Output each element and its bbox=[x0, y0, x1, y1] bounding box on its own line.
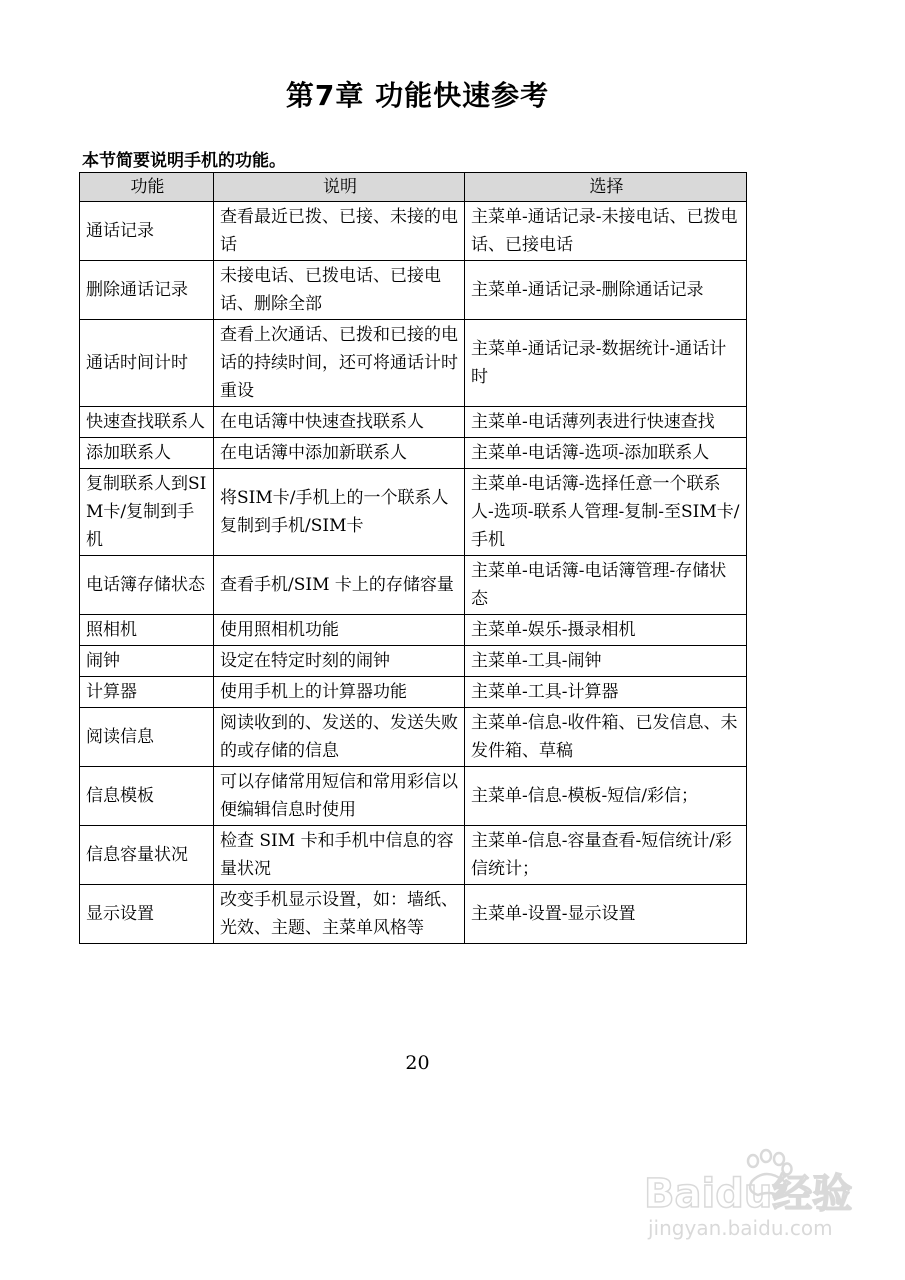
cell-function: 删除通话记录 bbox=[80, 261, 214, 320]
table-row bbox=[80, 767, 747, 826]
cell-description: 可以存储常用短信和常用彩信以便编辑信息时使用 bbox=[214, 767, 465, 826]
header-selection: 选择 bbox=[465, 173, 747, 202]
cell-description: 未接电话、已拨电话、已接电话、删除全部 bbox=[214, 261, 465, 320]
cell-selection: 主菜单-信息-模板-短信/彩信； bbox=[465, 767, 747, 826]
cell-selection: 主菜单-电话薄列表进行快速查找 bbox=[465, 407, 747, 438]
section-intro: 本节简要说明手机的功能。 bbox=[82, 151, 286, 171]
table-row bbox=[80, 261, 747, 320]
table-header-row bbox=[80, 173, 747, 202]
baidu-jingyan-watermark bbox=[640, 1145, 870, 1245]
cell-description: 在电话簿中快速查找联系人 bbox=[214, 407, 465, 438]
cell-function: 计算器 bbox=[80, 677, 214, 708]
cell-selection: 主菜单-信息-收件箱、已发信息、未发件箱、草稿 bbox=[465, 708, 747, 767]
cell-description: 检查 SIM 卡和手机中信息的容量状况 bbox=[214, 826, 465, 885]
table-row bbox=[80, 646, 747, 677]
cell-selection: 主菜单-通话记录-删除通话记录 bbox=[465, 261, 747, 320]
header-function: 功能 bbox=[80, 173, 214, 202]
cell-selection: 主菜单-娱乐-摄录相机 bbox=[465, 615, 747, 646]
cell-selection: 主菜单-工具-计算器 bbox=[465, 677, 747, 708]
cell-function: 通话时间计时 bbox=[80, 320, 214, 407]
cell-function: 信息模板 bbox=[80, 767, 214, 826]
cell-function: 添加联系人 bbox=[80, 438, 214, 469]
page-number: 20 bbox=[405, 1052, 430, 1074]
watermark-brand: Baidu经验 bbox=[644, 1171, 853, 1217]
cell-function: 照相机 bbox=[80, 615, 214, 646]
cell-description: 使用手机上的计算器功能 bbox=[214, 677, 465, 708]
cell-description: 查看上次通话、已拨和已接的电话的持续时间，还可将通话计时重设 bbox=[214, 320, 465, 407]
cell-description: 查看最近已拨、已接、未接的电话 bbox=[214, 202, 465, 261]
table-row bbox=[80, 438, 747, 469]
page-title: 第7章 功能快速参考 bbox=[285, 79, 550, 112]
cell-selection: 主菜单-设置-显示设置 bbox=[465, 885, 747, 944]
table-row bbox=[80, 320, 747, 407]
table-row bbox=[80, 708, 747, 767]
cell-selection: 主菜单-通话记录-未接电话、已拨电话、已接电话 bbox=[465, 202, 747, 261]
cell-function: 电话簿存储状态 bbox=[80, 556, 214, 615]
cell-description: 将SIM卡/手机上的一个联系人复制到手机/SIM卡 bbox=[214, 469, 465, 556]
table-row bbox=[80, 885, 747, 944]
paw-logo-icon bbox=[640, 1145, 870, 1245]
cell-description: 设定在特定时刻的闹钟 bbox=[214, 646, 465, 677]
cell-selection: 主菜单-通话记录-数据统计-通话计时 bbox=[465, 320, 747, 407]
watermark-url: jingyan.baidu.com bbox=[648, 1216, 833, 1240]
cell-description: 改变手机显示设置，如：墙纸、光效、主题、主菜单风格等 bbox=[214, 885, 465, 944]
cell-function: 显示设置 bbox=[80, 885, 214, 944]
cell-description: 查看手机/SIM 卡上的存储容量 bbox=[214, 556, 465, 615]
cell-selection: 主菜单-信息-容量查看-短信统计/彩信统计； bbox=[465, 826, 747, 885]
cell-description: 阅读收到的、发送的、发送失败的或存储的信息 bbox=[214, 708, 465, 767]
cell-function: 闹钟 bbox=[80, 646, 214, 677]
cell-selection: 主菜单-电话簿-选项-添加联系人 bbox=[465, 438, 747, 469]
table-row bbox=[80, 556, 747, 615]
table-row bbox=[80, 407, 747, 438]
cell-function: 快速查找联系人 bbox=[80, 407, 214, 438]
table-row bbox=[80, 469, 747, 556]
cell-function: 阅读信息 bbox=[80, 708, 214, 767]
table-row bbox=[80, 677, 747, 708]
cell-description: 使用照相机功能 bbox=[214, 615, 465, 646]
header-description: 说明 bbox=[214, 173, 465, 202]
cell-function: 通话记录 bbox=[80, 202, 214, 261]
table-row bbox=[80, 615, 747, 646]
table-row bbox=[80, 202, 747, 261]
cell-selection: 主菜单-工具-闹钟 bbox=[465, 646, 747, 677]
function-reference-table bbox=[79, 172, 747, 944]
table-row bbox=[80, 826, 747, 885]
cell-description: 在电话簿中添加新联系人 bbox=[214, 438, 465, 469]
cell-function: 信息容量状况 bbox=[80, 826, 214, 885]
cell-function: 复制联系人到SIM卡/复制到手机 bbox=[80, 469, 214, 556]
cell-selection: 主菜单-电话簿-电话簿管理-存储状态 bbox=[465, 556, 747, 615]
cell-selection: 主菜单-电话簿-选择任意一个联系人-选项-联系人管理-复制-至SIM卡/手机 bbox=[465, 469, 747, 556]
